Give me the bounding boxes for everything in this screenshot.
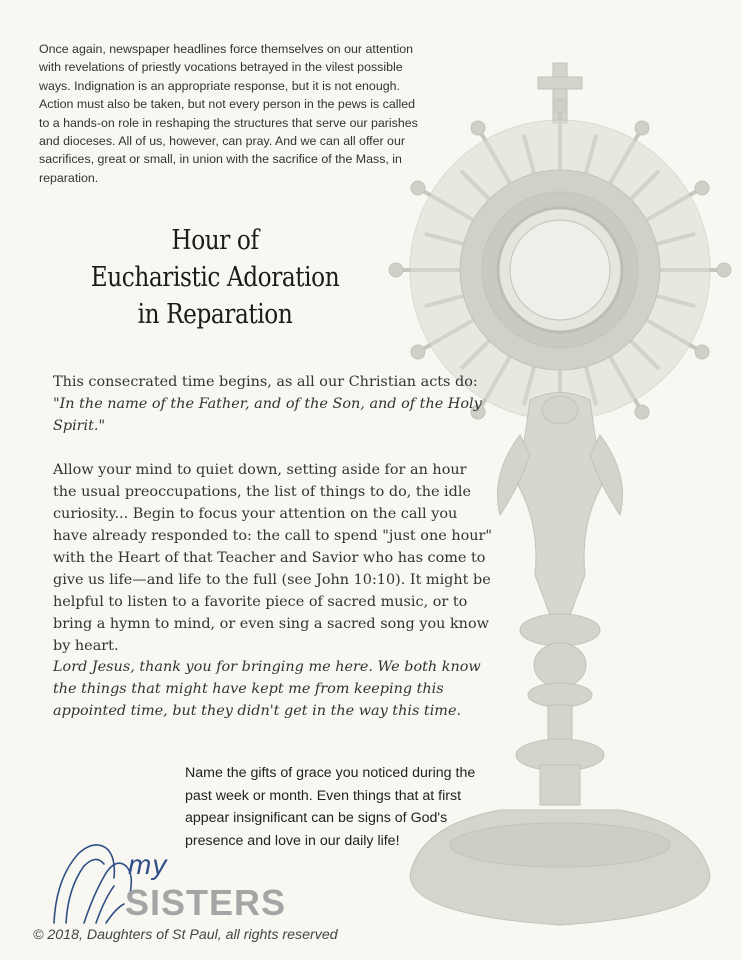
monstrance-ray-star	[553, 99, 567, 113]
monstrance-ray-star	[635, 405, 649, 419]
gifts-paragraph: Name the gifts of grace you noticed during the past week or month. Even things that at first appear insignificant can be signs of God's presence and love in our daily life!	[185, 765, 476, 849]
quiet-section	[53, 459, 493, 657]
quiet-paragraph: Allow your mind to quiet down, setting aside for an hour the usual preoccupations, the list of things to do, the idle curiosity... Begin to focus your attention on the call you have already responded to: the call to spend "just one hour" with the Heart of that Teacher and Savior who has come to give us life—and life to the full (see John 10:10). It might be helpful to listen to a favorite piece of sacred music, or to bring a hymn to mind, or even sing a sacred song you know by heart.	[53, 462, 493, 654]
monstrance-ray-star	[717, 263, 731, 277]
opening-quote: "In the name of the Father, and of the Son, and of the Holy Spirit."	[53, 396, 482, 434]
prayer-section	[53, 656, 493, 722]
opening-section	[53, 371, 493, 437]
monstrance-ray-star	[695, 345, 709, 359]
opening-text: This consecrated time begins, as all our Christian acts do:	[53, 374, 478, 390]
prayer-paragraph: Lord Jesus, thank you for bringing me here. We both know the things that might have kept me from keeping this appointed time, but they didn't get in the way this time.	[53, 659, 481, 719]
monstrance-ray-star	[471, 121, 485, 135]
title-line-2: Eucharistic Adoration	[90, 262, 340, 293]
title-line-1: Hour of	[171, 225, 259, 256]
logo-sisters-text: SISTERS	[125, 882, 287, 923]
logo-my-text: my	[128, 849, 168, 880]
copyright-notice: © 2018, Daughters of St Paul, all rights reserved	[33, 927, 338, 943]
intro-paragraph: Once again, newspaper headlines force themselves on our attention with revelations of priestly vocations betrayed in the vilest possible ways. Indignation is an appropriate response, but it is not enough. Action must also be taken, but not every person in the pews is called to a hands-on role in reshaping the structures that serve our parishes and dioceses. All of us, however, can pray. And we can all offer our sacrifices, great or small, in union with the sacrifice of the Mass, in reparation.	[39, 42, 418, 185]
monstrance-ray-star	[389, 263, 403, 277]
page-title	[82, 222, 349, 333]
monstrance-ray-star	[695, 181, 709, 195]
monstrance-ray-star	[635, 121, 649, 135]
monstrance-ray-star	[411, 345, 425, 359]
title-line-3: in Reparation	[137, 299, 293, 330]
